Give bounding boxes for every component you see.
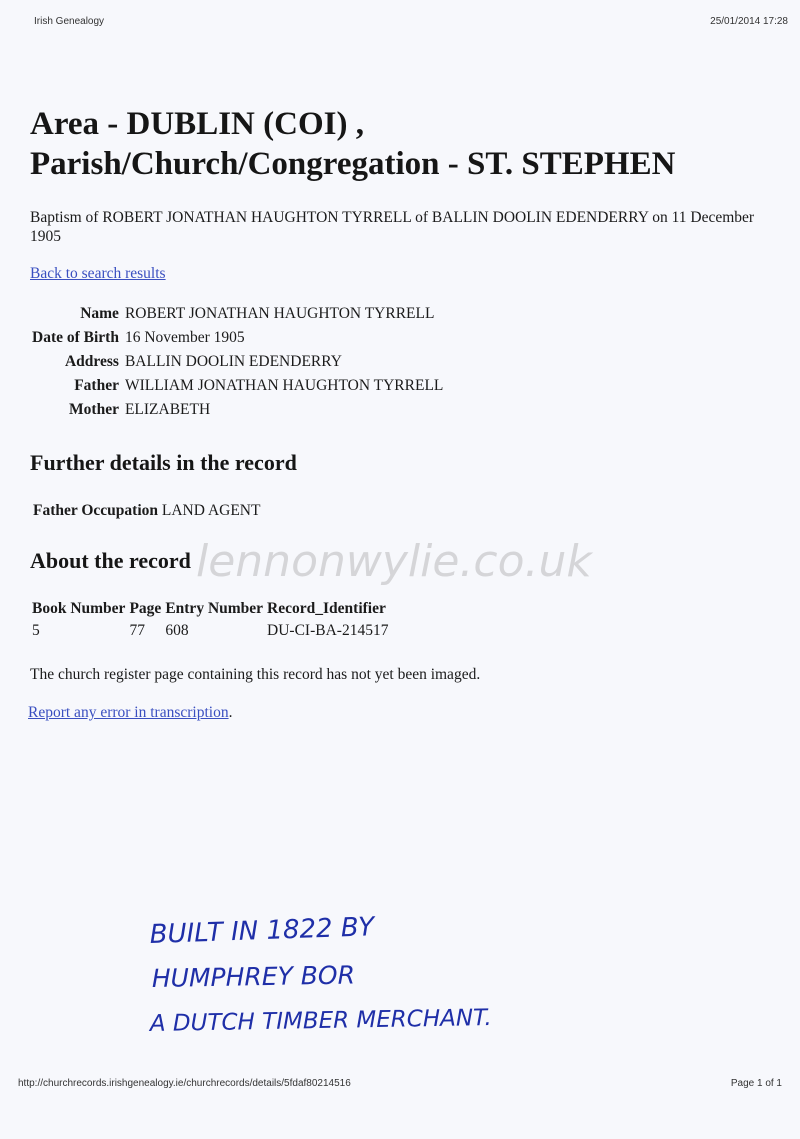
book-number-cell: 5: [32, 622, 40, 639]
handwritten-line-1: BUILT IN 1822 BY: [149, 912, 375, 950]
print-header-timestamp: 25/01/2014 17:28: [710, 16, 788, 27]
detail-value: ROBERT JONATHAN HAUGHTON TYRRELL: [124, 305, 435, 322]
detail-label: Name: [80, 305, 119, 322]
handwritten-line-3: A DUTCH TIMBER MERCHANT.: [149, 1005, 492, 1037]
column-header: Entry Number: [165, 600, 264, 617]
footer-url: http://churchrecords.irishgenealogy.ie/churchrecords/details/5fdaf80214516: [18, 1078, 351, 1089]
page-title: [30, 104, 675, 184]
detail-label: Date of Birth: [32, 329, 119, 346]
father-occupation-label: Father Occupation: [33, 502, 158, 519]
detail-value: WILLIAM JONATHAN HAUGHTON TYRRELL: [124, 377, 444, 394]
father-occupation: [33, 502, 260, 520]
table-row: [30, 620, 390, 642]
column-header: Book Number: [32, 600, 126, 617]
detail-label: Mother: [69, 401, 119, 418]
baptism-summary: Baptism of ROBERT JONATHAN HAUGHTON TYRRELL of BALLIN DOOLIN EDENDERRY on 11 December 1905: [30, 209, 755, 245]
detail-value: ELIZABETH: [124, 401, 211, 418]
detail-row: [30, 302, 445, 326]
page-cell: 77: [129, 622, 145, 639]
report-suffix: .: [228, 704, 233, 721]
print-header-site: Irish Genealogy: [34, 16, 105, 27]
detail-label: Father: [74, 377, 119, 394]
entry-number-cell: 608: [165, 622, 189, 639]
detail-row: [30, 374, 445, 398]
about-record-heading: About the record: [30, 548, 191, 573]
record-header-row: [30, 598, 390, 620]
handwritten-line-2: HUMPHREY BOR: [151, 960, 356, 993]
detail-value: 16 November 1905: [124, 329, 245, 346]
column-header: Page: [129, 600, 162, 617]
title-parish: Parish/Church/Congregation - ST. STEPHEN: [30, 146, 676, 182]
column-header: Record_Identifier: [267, 600, 386, 617]
father-occupation-value: LAND AGENT: [161, 502, 261, 519]
footer-page-number: Page 1 of 1: [730, 1078, 782, 1089]
record-info-table: [30, 598, 390, 642]
report-line: [28, 704, 232, 722]
further-details-heading: Further details in the record: [30, 450, 297, 475]
handwritten-note: [0, 905, 800, 1045]
report-error-link[interactable]: Report any error in transcription: [28, 704, 229, 721]
title-area: Area - DUBLIN (COI) ,: [30, 106, 364, 142]
record-identifier-cell: DU-CI-BA-214517: [267, 622, 389, 639]
back-to-search-link[interactable]: Back to search results: [30, 265, 166, 282]
detail-value: BALLIN DOOLIN EDENDERRY: [124, 353, 342, 370]
detail-row: [30, 326, 445, 350]
person-details-table: [30, 302, 445, 422]
detail-row: [30, 398, 445, 422]
detail-row: [30, 350, 445, 374]
detail-label: Address: [64, 353, 119, 370]
watermark: lennonwylie.co.uk: [196, 536, 592, 587]
not-imaged-note: The church register page containing this record has not yet been imaged.: [30, 666, 481, 683]
